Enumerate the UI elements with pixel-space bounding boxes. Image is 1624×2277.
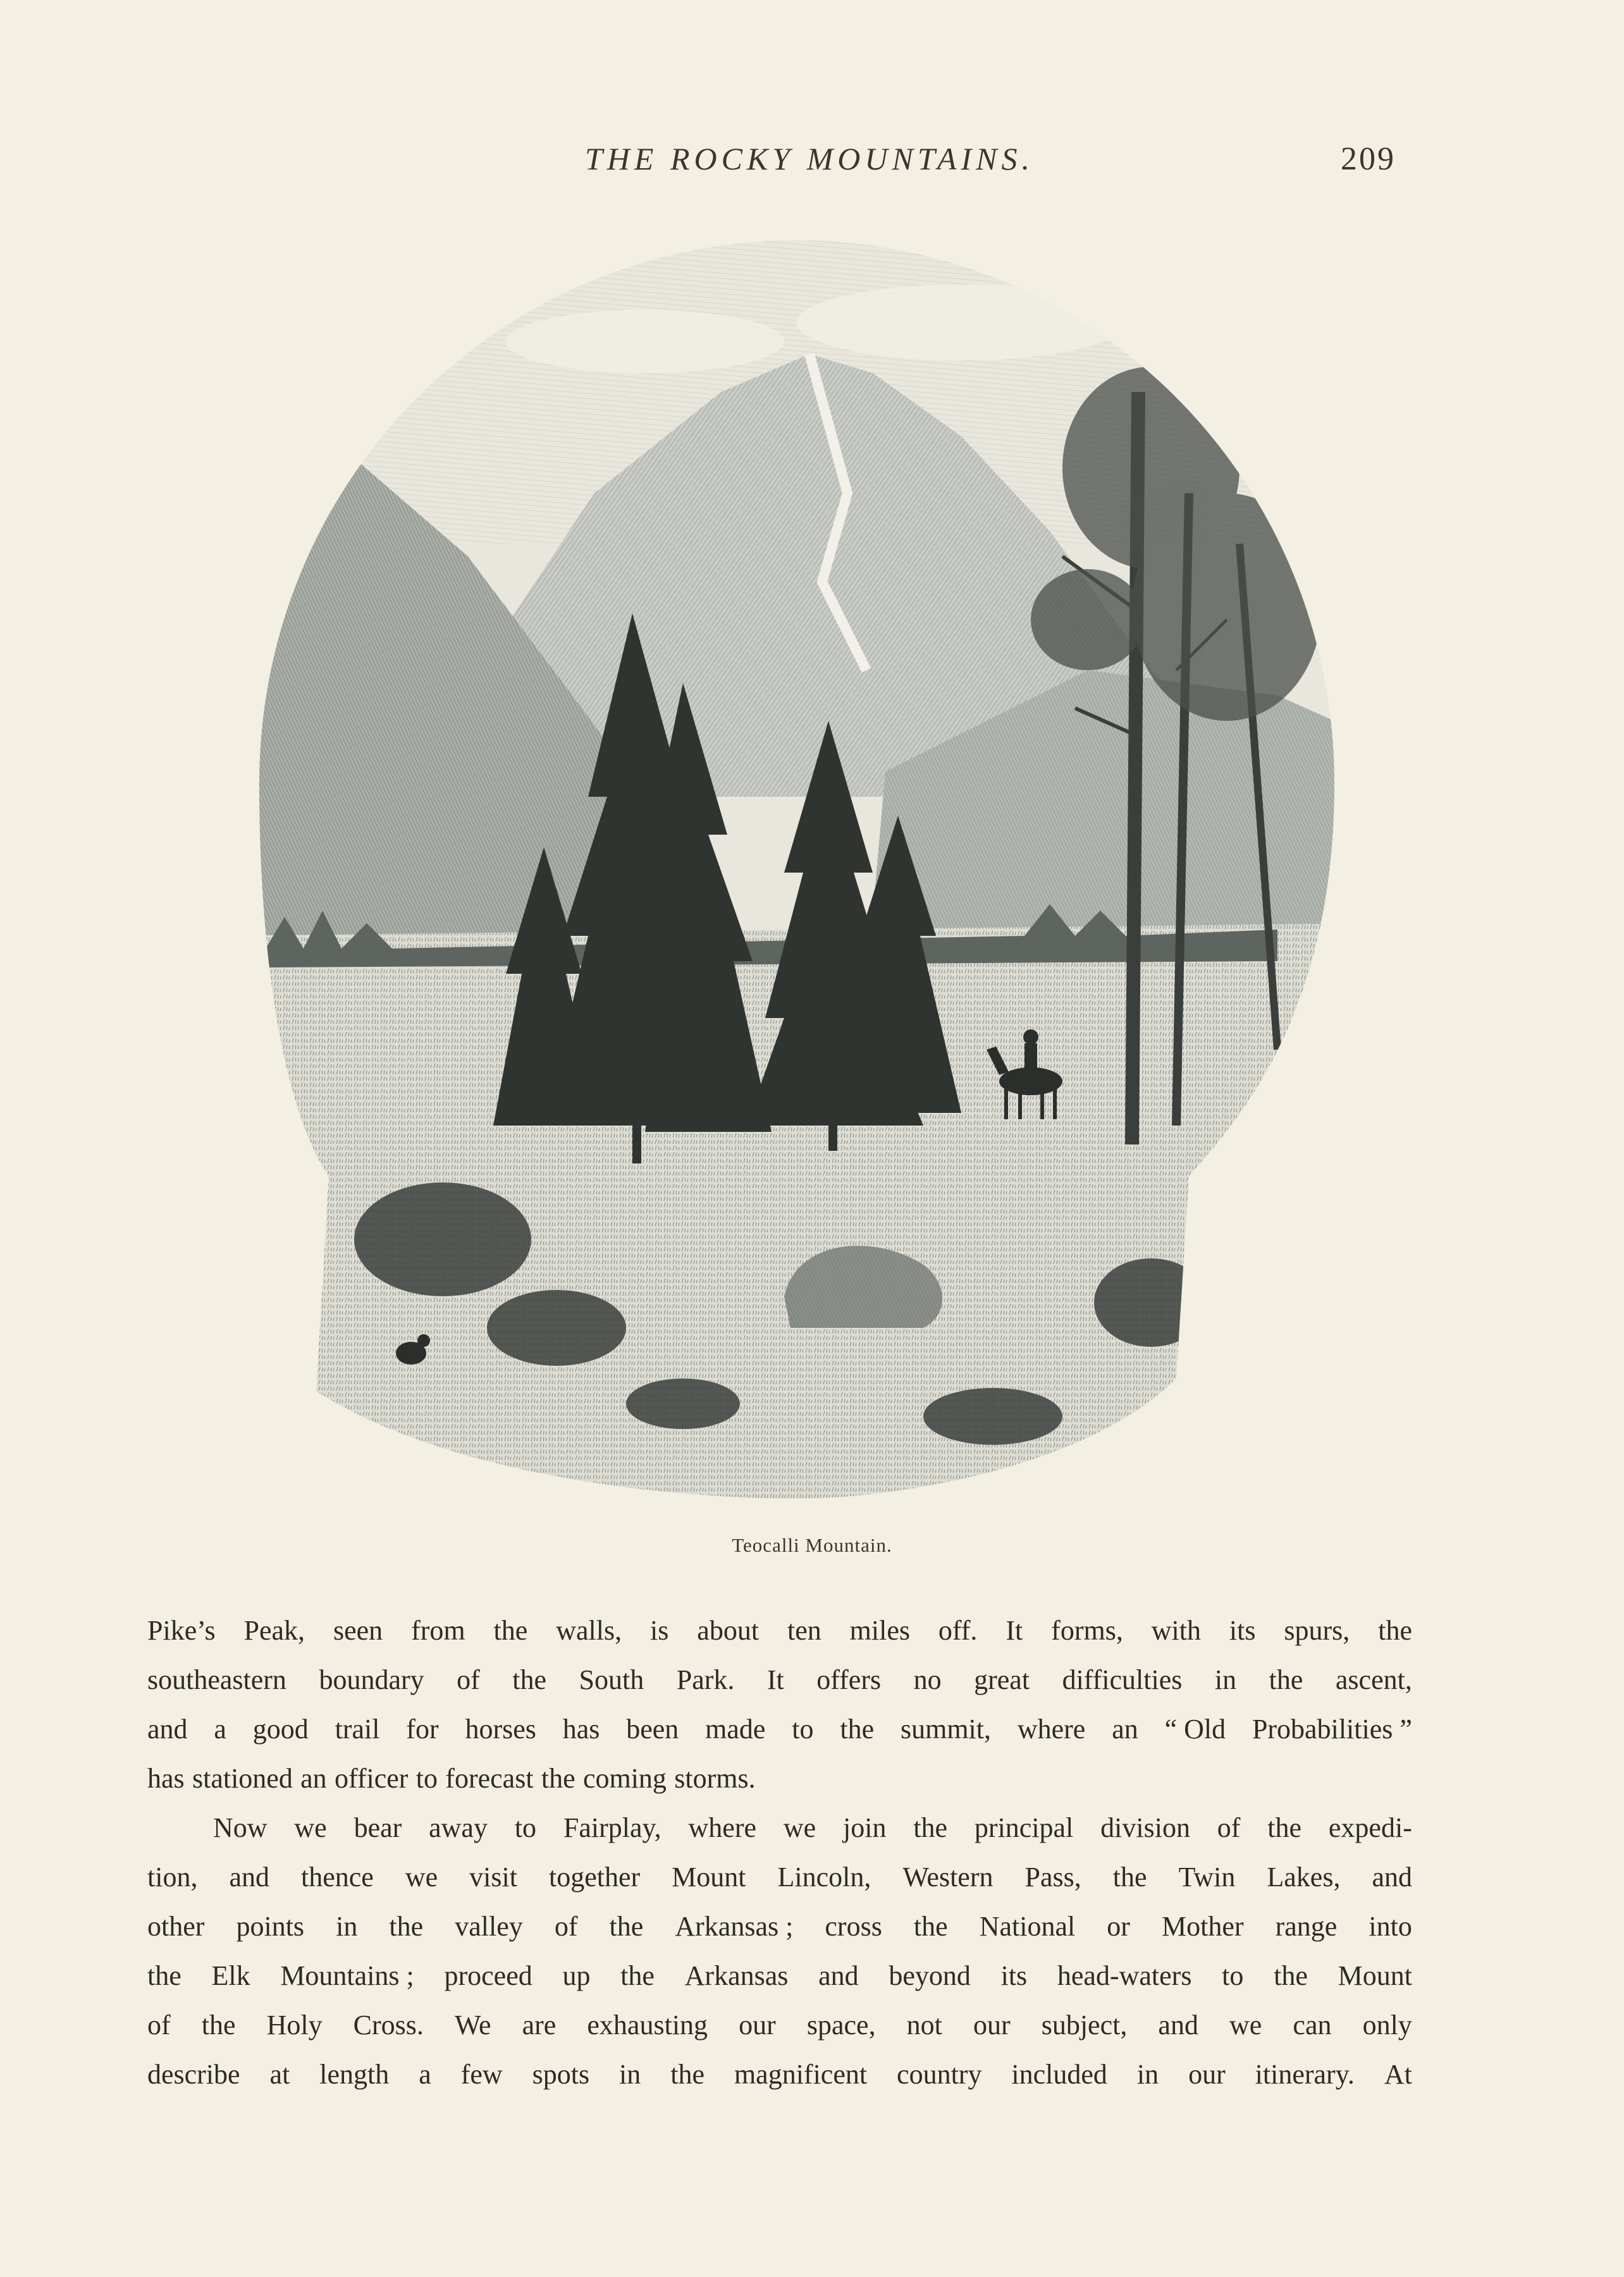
word: Arkansas ; — [675, 1911, 794, 1942]
word: Now — [213, 1812, 268, 1843]
word: the — [541, 1763, 575, 1794]
word: length — [319, 2059, 390, 2090]
word: exhausting — [587, 2010, 708, 2041]
word: the — [840, 1714, 875, 1745]
word: only — [1362, 2010, 1412, 2041]
word: the — [1112, 1862, 1147, 1893]
word: Mount — [672, 1862, 746, 1893]
word: We — [454, 2010, 491, 2041]
word: together — [548, 1862, 641, 1893]
word: boundary — [319, 1664, 424, 1695]
word: spots — [532, 2059, 590, 2090]
word: ascent, — [1335, 1664, 1412, 1695]
word: Peak, — [243, 1615, 305, 1646]
word: officer — [334, 1763, 409, 1794]
word: for — [406, 1714, 439, 1745]
word: in — [1214, 1664, 1237, 1695]
word: to — [514, 1812, 537, 1843]
word: seen — [333, 1615, 383, 1646]
text-line — [147, 2050, 1412, 2099]
running-head — [0, 140, 1624, 191]
word: can — [1293, 2010, 1332, 2041]
word: describe — [147, 2059, 240, 2090]
text-line — [147, 1853, 1412, 1902]
word: not — [906, 2010, 942, 2041]
word: the — [609, 1911, 644, 1942]
word: and — [1158, 2010, 1198, 2041]
word: Pass, — [1024, 1862, 1081, 1893]
word: National — [979, 1911, 1076, 1942]
word: from — [411, 1615, 465, 1646]
word: Probabilities ” — [1252, 1714, 1412, 1745]
word: proceed — [444, 1960, 532, 1991]
word: points — [236, 1911, 305, 1942]
word: its — [1000, 1960, 1028, 1991]
word: we — [783, 1812, 816, 1843]
word: included — [1011, 2059, 1107, 2090]
teocalli-mountain-engraving — [202, 228, 1391, 1524]
word: the — [493, 1615, 528, 1646]
word: has — [562, 1714, 600, 1745]
word: ten — [787, 1615, 821, 1646]
word: in — [1136, 2059, 1159, 2090]
word: great — [974, 1664, 1030, 1695]
word: South — [579, 1664, 644, 1695]
word: valley — [455, 1911, 523, 1942]
running-title: THE ROCKY MOUNTAINS. — [585, 141, 1034, 176]
word: with — [1151, 1615, 1201, 1646]
word: coming — [582, 1763, 667, 1794]
word: the — [620, 1960, 655, 1991]
word: an — [300, 1763, 327, 1794]
word: into — [1369, 1911, 1412, 1942]
word: Lakes, — [1267, 1862, 1341, 1893]
word: forms, — [1051, 1615, 1123, 1646]
page-number: 209 — [1341, 141, 1396, 177]
word: to — [792, 1714, 814, 1745]
word: and — [1372, 1862, 1412, 1893]
word: horses — [465, 1714, 536, 1745]
word: Elk — [211, 1960, 250, 1991]
word: expedi- — [1328, 1812, 1412, 1843]
text-line — [147, 1803, 1412, 1853]
word: we — [1229, 2010, 1262, 2041]
word: stationed — [192, 1763, 293, 1794]
text-line — [147, 1951, 1412, 2001]
word: has — [147, 1763, 185, 1794]
word: southeastern — [147, 1664, 286, 1695]
word: It — [1006, 1615, 1023, 1646]
word: of — [1217, 1812, 1241, 1843]
word: where — [688, 1812, 757, 1843]
word: Arkansas — [684, 1960, 789, 1991]
word: where — [1017, 1714, 1086, 1745]
word: in — [336, 1911, 358, 1942]
word: of — [554, 1911, 578, 1942]
word: division — [1100, 1812, 1190, 1843]
word: subject, — [1041, 2010, 1128, 2041]
word: cross — [825, 1911, 882, 1942]
word: few — [460, 2059, 503, 2090]
word: It — [766, 1664, 784, 1695]
word: its — [1229, 1615, 1256, 1646]
word: no — [913, 1664, 942, 1695]
text-line — [147, 2001, 1412, 2050]
word: offers — [816, 1664, 882, 1695]
word: “ Old — [1164, 1714, 1226, 1745]
word: visit — [469, 1862, 517, 1893]
word: trail — [335, 1714, 380, 1745]
word: head-waters — [1057, 1960, 1192, 1991]
text-line — [147, 1655, 1412, 1705]
word: itinerary. — [1255, 2059, 1355, 2090]
word: made — [705, 1714, 766, 1745]
word: an — [1112, 1714, 1138, 1745]
word: the — [201, 2010, 236, 2041]
word: join — [843, 1812, 887, 1843]
word: the — [913, 1812, 948, 1843]
word: and — [818, 1960, 859, 1991]
word: the — [1269, 1664, 1303, 1695]
text-line — [147, 1606, 1412, 1655]
word: range — [1275, 1911, 1338, 1942]
word: in — [619, 2059, 641, 2090]
word: Cross. — [353, 2010, 424, 2041]
word: of — [147, 2010, 171, 2041]
word: been — [626, 1714, 679, 1745]
word: the — [913, 1911, 948, 1942]
word: the — [1378, 1615, 1412, 1646]
word: Holy — [266, 2010, 323, 2041]
word: tion, — [147, 1862, 198, 1893]
word: our — [739, 2010, 776, 2041]
word: magnificent — [734, 2059, 868, 2090]
word: spurs, — [1284, 1615, 1350, 1646]
word: we — [294, 1812, 327, 1843]
word: at — [269, 2059, 290, 2090]
word: walls, — [556, 1615, 622, 1646]
text-line — [147, 1902, 1412, 1951]
word: Fairplay, — [563, 1812, 661, 1843]
word: the — [1267, 1812, 1302, 1843]
word: our — [973, 2010, 1011, 2041]
body-text — [147, 1606, 1412, 2099]
word: the — [1274, 1960, 1308, 1991]
word: a — [214, 1714, 226, 1745]
word: to — [415, 1763, 438, 1794]
word: our — [1188, 2059, 1226, 2090]
word: space, — [806, 2010, 876, 2041]
word: bear — [354, 1812, 402, 1843]
word: up — [562, 1960, 591, 1991]
word: a — [419, 2059, 431, 2090]
word: thence — [301, 1862, 374, 1893]
word: the — [147, 1960, 181, 1991]
word: off. — [938, 1615, 978, 1646]
word: Mountains ; — [280, 1960, 414, 1991]
word: other — [147, 1911, 205, 1942]
word: good — [252, 1714, 309, 1745]
word: or — [1107, 1911, 1130, 1942]
word: and — [147, 1714, 188, 1745]
word: forecast — [445, 1763, 534, 1794]
word: Lincoln, — [777, 1862, 871, 1893]
word: are — [522, 2010, 557, 2041]
word: the — [389, 1911, 424, 1942]
word: Park. — [676, 1664, 735, 1695]
word: principal — [974, 1812, 1074, 1843]
word: the — [670, 2059, 704, 2090]
word: of — [457, 1664, 480, 1695]
word: about — [697, 1615, 760, 1646]
word: is — [650, 1615, 669, 1646]
word: storms. — [674, 1763, 756, 1794]
word: beyond — [889, 1960, 971, 1991]
word: Mount — [1338, 1960, 1412, 1991]
word: summit, — [900, 1714, 991, 1745]
word: At — [1384, 2059, 1412, 2090]
word: Mother — [1162, 1911, 1244, 1942]
word: the — [512, 1664, 547, 1695]
word: miles — [849, 1615, 910, 1646]
word: away — [429, 1812, 488, 1843]
word: Pike’s — [147, 1615, 216, 1646]
word: Western — [902, 1862, 993, 1893]
word: difficulties — [1062, 1664, 1183, 1695]
illustration-caption: Teocalli Mountain. — [732, 1534, 892, 1556]
word: country — [897, 2059, 982, 2090]
word: to — [1222, 1960, 1244, 1991]
word: and — [229, 1862, 269, 1893]
text-line — [147, 1705, 1412, 1754]
text-line — [147, 1754, 1412, 1803]
word: Twin — [1178, 1862, 1236, 1893]
word: we — [405, 1862, 438, 1893]
